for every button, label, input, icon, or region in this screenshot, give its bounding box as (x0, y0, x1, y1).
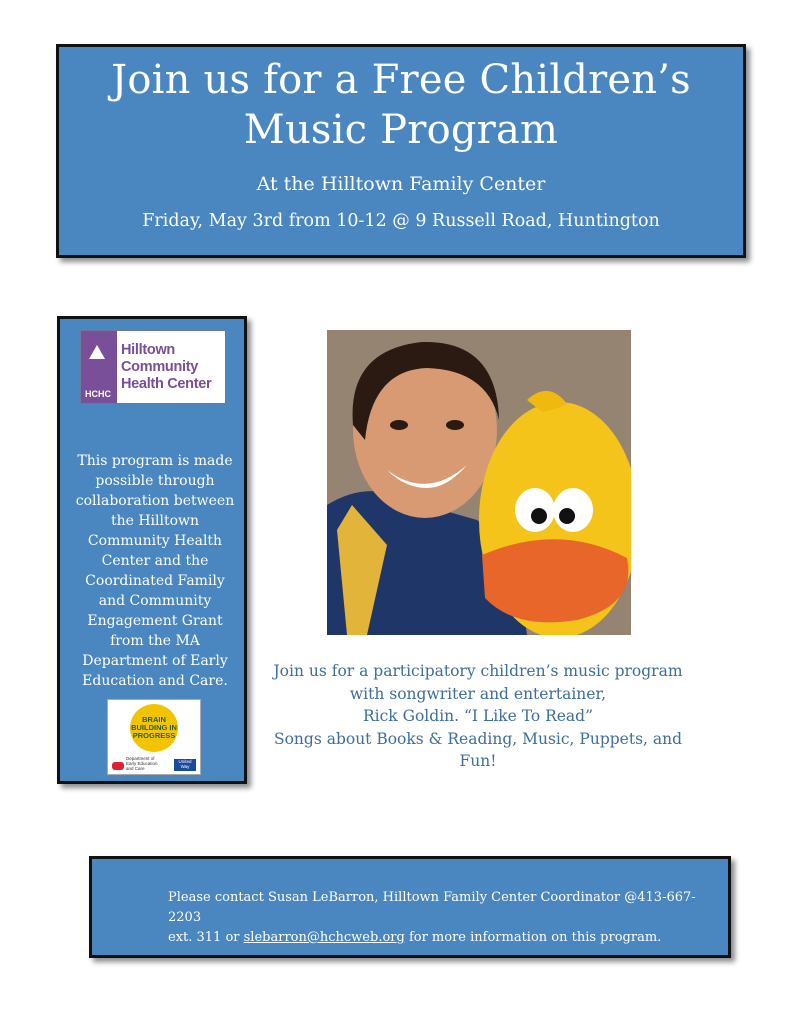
location-text: At the Hilltown Family Center (256, 173, 546, 195)
hchc-name (117, 342, 225, 393)
mountain-icon (89, 345, 105, 359)
united-way-logo: United Way (174, 759, 196, 771)
contact-prefix: ext. 311 or (168, 930, 244, 945)
description-line-4: Songs about Books & Reading, Music, Puppets, and (273, 729, 683, 748)
contact-suffix: for more information on this program. (404, 930, 662, 945)
contact-footer (89, 856, 731, 958)
sponsor-text: This program is made possible through collaboration between the Hilltown Community Health Center and the Coordinated Family and Community Engagement Grant from the MA Department of Early Education and Care. (75, 453, 235, 689)
left-eye (390, 420, 408, 430)
eec-icon (112, 762, 124, 770)
brain-building-badge: BRAIN BUILDING IN PROGRESS (130, 704, 178, 752)
description-line-1: Join us for a participatory children’s music program (273, 662, 683, 680)
brain-building-logo (107, 699, 201, 775)
eec-text: Department of Early Education and Care (126, 756, 158, 771)
hchc-logo (80, 330, 226, 404)
page-title (59, 55, 743, 155)
right-eye (446, 420, 464, 430)
duck-right-eye (553, 488, 593, 532)
contact-text (168, 888, 728, 948)
sponsor-sidebar (57, 316, 247, 784)
performer-photo-illustration (327, 330, 631, 635)
title-line-1: Join us for a Free Children’s (111, 57, 691, 103)
date-address-text: Friday, May 3rd from 10-12 @ 9 Russell Road, Huntington (142, 211, 660, 231)
description-line-5: Fun! (459, 752, 497, 770)
description-line-2: with songwriter and entertainer, (349, 684, 607, 703)
contact-line-2 (168, 928, 728, 948)
duck-right-pupil (559, 508, 575, 524)
hchc-logo-mark (81, 331, 117, 403)
email-link[interactable]: slebarron@hchcweb.org (243, 930, 405, 945)
hchc-name-line-1: Hilltown Community (121, 341, 199, 375)
contact-line-1: Please contact Susan LeBarron, Hilltown Family Center Coordinator @413-667-2203 (168, 890, 696, 925)
title-line-2: Music Program (243, 107, 559, 153)
duck-left-pupil (531, 508, 547, 524)
hchc-name-line-2: Health Center (121, 375, 212, 392)
hchc-abbr: HCHC (85, 389, 111, 399)
performer-photo (327, 330, 631, 635)
description-line-3: Rick Goldin. “I Like To Read” (362, 707, 594, 725)
header-banner (56, 44, 746, 258)
program-description (262, 660, 694, 773)
